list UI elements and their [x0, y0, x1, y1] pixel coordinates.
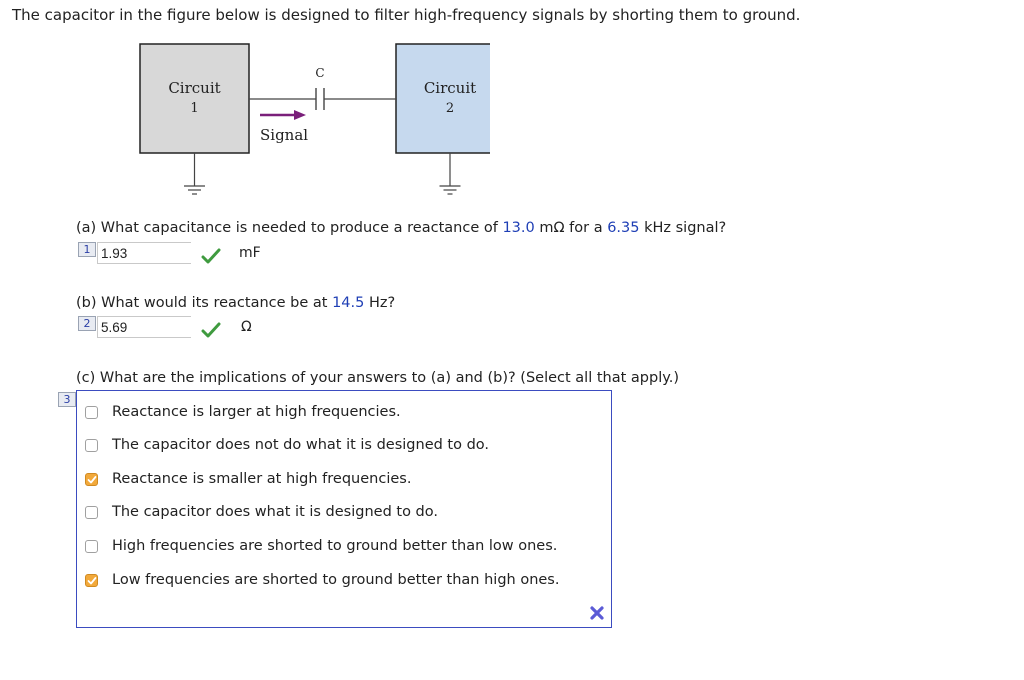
question-b-unit: Ω: [241, 319, 252, 335]
choice-option[interactable]: The capacitor does what it is designed to do.: [85, 501, 438, 523]
capacitor-label: C: [315, 66, 325, 80]
question-b-frequency-value: 14.5: [332, 295, 365, 311]
circuit-2-title: Circuit: [423, 79, 477, 97]
question-b-answer-field[interactable]: 5.69: [97, 316, 191, 338]
incorrect-x-icon: [589, 605, 605, 621]
choice-option[interactable]: Reactance is larger at high frequencies.: [85, 401, 401, 423]
choices-container: [76, 390, 612, 628]
question-a-reactance-value: 13.0: [502, 220, 535, 236]
correct-check-icon: [201, 248, 221, 264]
checkbox-checked[interactable]: [85, 574, 98, 587]
question-c-number-badge: 3: [58, 392, 76, 407]
circuit-1-title: Circuit: [168, 79, 221, 97]
choice-option[interactable]: Low frequencies are shorted to ground better than high ones.: [85, 569, 559, 591]
question-a-unit: mF: [239, 245, 261, 261]
choice-option[interactable]: The capacitor does not do what it is designed to do.: [85, 434, 489, 456]
circuit-2-number: 2: [445, 101, 455, 116]
ground-symbol-2: [440, 153, 461, 194]
question-a-frequency-value: 6.35: [607, 220, 640, 236]
question-a-number-badge: 1: [78, 242, 96, 257]
checkbox[interactable]: [85, 540, 98, 553]
signal-arrow-head: [294, 110, 306, 120]
circuit-1-number: 1: [190, 101, 199, 116]
problem-intro: The capacitor in the figure below is designed to filter high-frequency signals by shorting them to ground.: [12, 6, 801, 24]
checkbox-checked[interactable]: [85, 473, 98, 486]
checkmark-icon: [87, 475, 97, 485]
signal-label: Signal: [260, 126, 309, 144]
checkbox[interactable]: [85, 439, 98, 452]
correct-check-icon: [201, 322, 221, 338]
choice-option[interactable]: High frequencies are shorted to ground better than low ones.: [85, 535, 557, 557]
circuit-figure: [130, 40, 490, 200]
question-a-text: (a) What capacitance is needed to produce a reactance of 13.0 mΩ for a 6.35 kHz signal?: [76, 220, 727, 236]
choice-option[interactable]: Reactance is smaller at high frequencies.: [85, 468, 411, 490]
question-a-answer-field[interactable]: 1.93: [97, 242, 191, 264]
circuit-2-box: [396, 44, 490, 153]
question-b-text: (b) What would its reactance be at 14.5 Hz?: [76, 295, 396, 311]
checkmark-icon: [87, 576, 97, 586]
question-b-number-badge: 2: [78, 316, 96, 331]
ground-symbol-1: [184, 153, 205, 194]
circuit-1-box: [140, 44, 249, 153]
question-c-text: (c) What are the implications of your answers to (a) and (b)? (Select all that apply.): [76, 370, 680, 386]
checkbox[interactable]: [85, 506, 98, 519]
checkbox[interactable]: [85, 406, 98, 419]
